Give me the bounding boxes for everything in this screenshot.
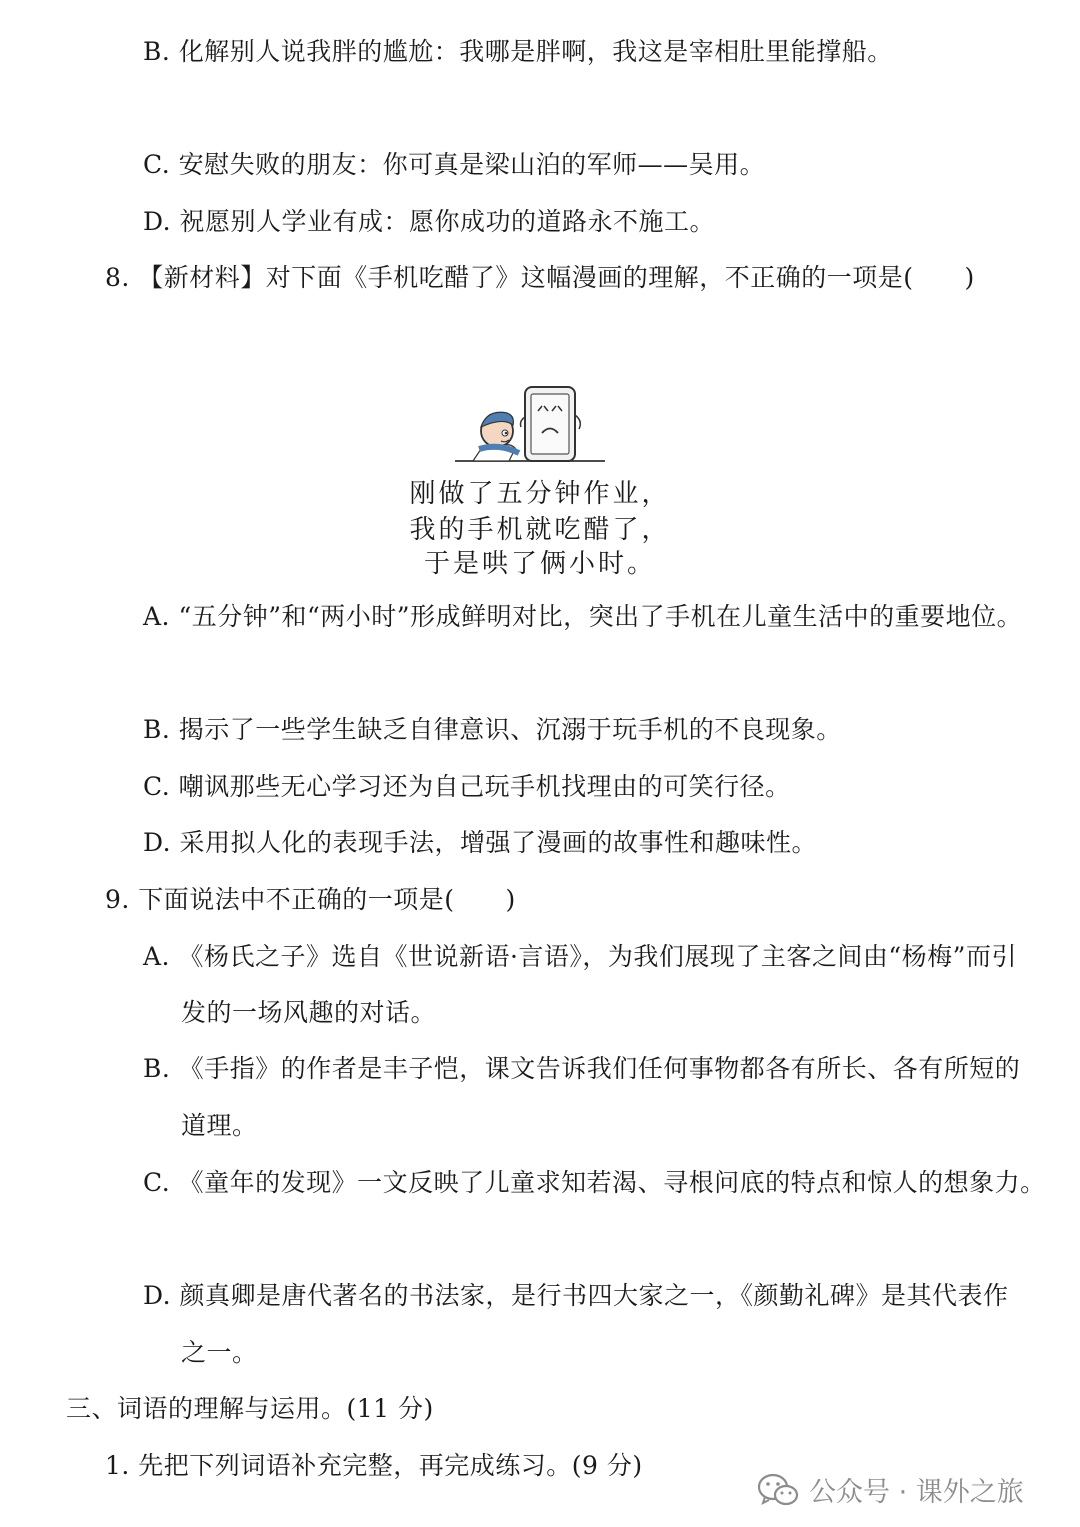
cartoon-caption-line-1: 刚做了五分钟作业， xyxy=(409,479,671,509)
watermark xyxy=(757,1470,1024,1509)
q9-option-d: D. 颜真卿是唐代著名的书法家，是行书四大家之一，《颜勤礼碑》是其代表作 xyxy=(143,1281,1009,1310)
q7-option-d: D. 祝愿别人学业有成：愿你成功的道路永不施工。 xyxy=(143,207,716,236)
q8-option-c: C. 嘲讽那些无心学习还为自己玩手机找理由的可笑行径。 xyxy=(143,772,791,801)
q7-option-b: B. 化解别人说我胖的尴尬：我哪是胖啊，我这是宰相肚里能撑船。 xyxy=(143,37,893,66)
q8-option-a: A. “五分钟”和“两小时”形成鲜明对比，突出了手机在儿童生活中的重要地位。 xyxy=(143,602,1023,631)
q9-option-a-continued: 发的一场风趣的对话。 xyxy=(181,998,437,1027)
q9-option-b: B. 《手指》的作者是丰子恺，课文告诉我们任何事物都各有所长、各有所短的 xyxy=(143,1054,1021,1083)
cartoon-caption-line-2: 我的手机就吃醋了， xyxy=(409,515,671,545)
q7-option-c: C. 安慰失败的朋友：你可真是梁山泊的军师——吴用。 xyxy=(143,150,766,179)
wechat-icon xyxy=(757,1472,799,1508)
phone-jealous-cartoon-icon xyxy=(445,385,615,477)
section-3-question-1: 1. 先把下列词语补充完整，再完成练习。(9 分) xyxy=(105,1451,643,1480)
q9-option-d-continued: 之一。 xyxy=(181,1338,258,1367)
q9-option-b-continued: 道理。 xyxy=(181,1111,258,1140)
cartoon-caption-line-3: 于是哄了俩小时。 xyxy=(423,549,656,579)
q9-option-a: A. 《杨氏之子》选自《世说新语·言语》，为我们展现了主客之间由“杨梅”而引 xyxy=(143,942,1017,971)
q8-stem: 8. 【新材料】对下面《手机吃醋了》这幅漫画的理解，不正确的一项是( ) xyxy=(105,263,975,292)
watermark-text: 公众号 · 课外之旅 xyxy=(809,1477,1024,1508)
section-3-heading: 三、词语的理解与运用。(11 分) xyxy=(66,1394,434,1423)
q9-stem: 9. 下面说法中不正确的一项是( ) xyxy=(105,885,516,914)
q8-option-d: D. 采用拟人化的表现手法，增强了漫画的故事性和趣味性。 xyxy=(143,828,818,857)
cartoon-illustration xyxy=(445,385,615,481)
q9-option-c: C. 《童年的发现》一文反映了儿童求知若渴、寻根问底的特点和惊人的想象力。 xyxy=(143,1168,1046,1197)
q8-option-b: B. 揭示了一些学生缺乏自律意识、沉溺于玩手机的不良现象。 xyxy=(143,715,842,744)
